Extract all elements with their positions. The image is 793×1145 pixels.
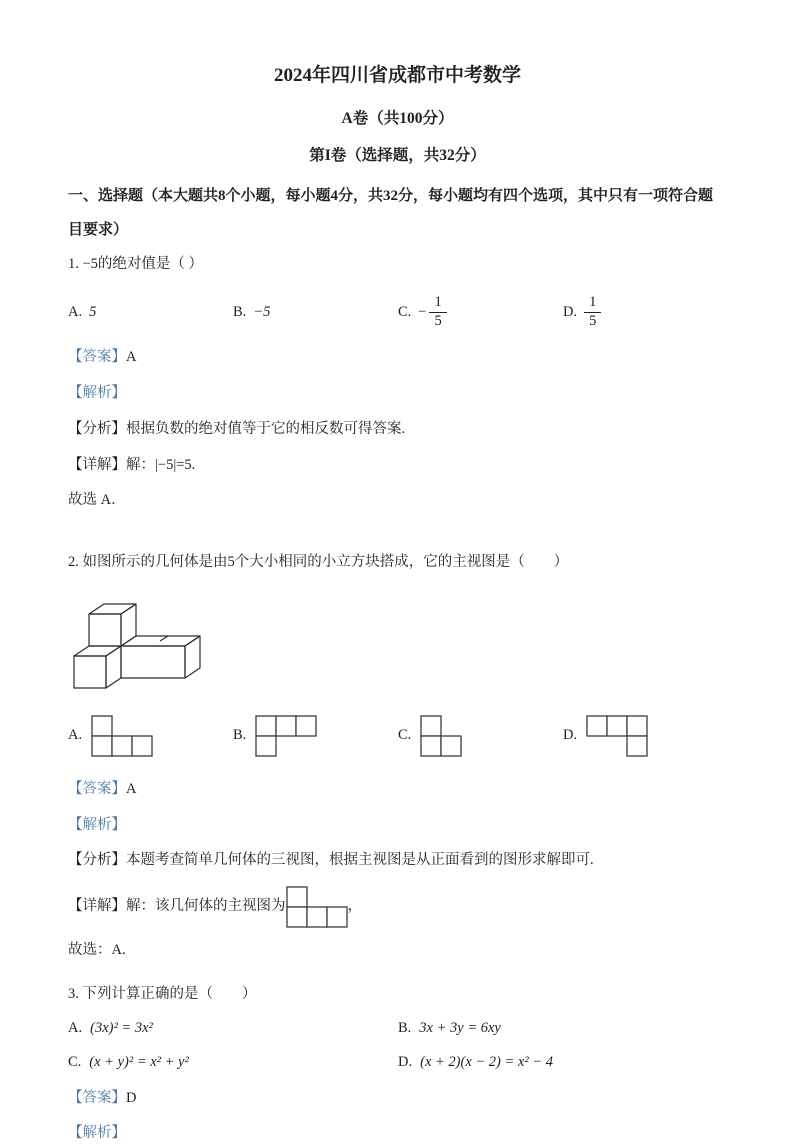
- q3-jiexi-line: [68, 1123, 727, 1145]
- q1-option-c-fraction: [418, 294, 446, 330]
- paper-a-heading: A卷（共100分）: [341, 110, 454, 127]
- q3-answer: D: [126, 1089, 137, 1106]
- q2-jiexi-line: [68, 815, 727, 837]
- q2-option-d: [563, 715, 648, 757]
- q2-xiangjie-suffix: ，: [347, 898, 362, 915]
- q1-fenxi-text: 根据负数的绝对值等于它的相反数可得答案.: [126, 420, 406, 437]
- fraction-stack: [429, 294, 446, 330]
- q1-option-d: [563, 294, 601, 330]
- q1-option-a-value: 5: [89, 303, 97, 320]
- fraction-sign: −: [418, 303, 427, 320]
- q1-answer: A: [126, 349, 137, 366]
- q1-options: [68, 289, 727, 335]
- q3-option-b-value: 3x + 3y = 6xy: [419, 1019, 501, 1036]
- q1-option-a: [68, 304, 233, 321]
- fenxi-label: 【分析】: [68, 420, 126, 437]
- q2-options: [68, 703, 727, 769]
- q3-option-c-label: C.: [68, 1053, 82, 1070]
- xiangjie-label: 【详解】: [68, 456, 126, 473]
- q3-answer-line: [68, 1088, 727, 1110]
- page-title: 2024年四川省成都市中考数学: [273, 65, 521, 86]
- q3-option-b-label: B.: [398, 1019, 412, 1036]
- q3-option-d: [398, 1054, 553, 1071]
- q3-option-d-label: D.: [398, 1053, 413, 1070]
- q2-fenxi-line: [68, 850, 727, 872]
- q1-fenxi-line: [68, 419, 727, 441]
- q2-solid-figure: [70, 588, 727, 699]
- q3-option-c: [68, 1054, 398, 1071]
- q2-option-a: [68, 715, 233, 757]
- q1-xiangjie-line: [68, 455, 727, 477]
- q1-option-a-label: A.: [68, 303, 83, 320]
- q1-option-c: [398, 294, 563, 330]
- q3-options-row1: [68, 1020, 727, 1037]
- q2-stem: 2. 如图所示的几何体是由5个大小相同的小立方块搭成，它的主视图是（ ）: [68, 554, 569, 570]
- q2-option-b-figure: [255, 715, 317, 757]
- q2-xiangjie-text: 解：该几何体的主视图为: [126, 898, 286, 915]
- q2-option-d-label: D.: [563, 727, 578, 744]
- q3-option-c-value: (x + y)² = x² + y²: [89, 1053, 189, 1070]
- q2-option-b-label: B.: [233, 727, 247, 744]
- q3-option-a-value: (3x)² = 3x²: [90, 1019, 153, 1036]
- spacer: [68, 526, 727, 552]
- jiexi-label: 【解析】: [68, 385, 126, 401]
- answer-label: 【答案】: [68, 780, 126, 797]
- q2-answer-line: [68, 779, 727, 801]
- q1-stem: 1. −5的绝对值是（ ）: [68, 255, 204, 272]
- q3-option-d-value: (x + 2)(x − 2) = x² − 4: [420, 1053, 553, 1070]
- q2-option-b: [233, 715, 398, 757]
- spacer: [68, 976, 727, 984]
- front-view-figure: [286, 886, 348, 928]
- q1-option-d-fraction: [584, 294, 601, 330]
- fraction-numerator: 1: [434, 294, 442, 311]
- part1-heading: 第I卷（选择题，共32分）: [309, 147, 486, 164]
- q1-conclusion: 故选 A．: [68, 492, 126, 509]
- q2-option-a-figure: [91, 715, 153, 757]
- q3-options-row2: [68, 1054, 727, 1071]
- q3-stem: 3. 下列计算正确的是（ ）: [68, 985, 257, 1002]
- fraction-denominator: 5: [584, 312, 601, 330]
- q2-xiangjie-line: [68, 886, 727, 928]
- fenxi-label: 【分析】: [68, 852, 126, 869]
- jiexi-label: 【解析】: [68, 816, 126, 833]
- q2-option-c-figure: [420, 715, 462, 757]
- q1-option-d-label: D.: [563, 303, 578, 320]
- q1-jiexi-line: [68, 383, 727, 405]
- q2-conclusion: 故选：A.: [68, 942, 126, 958]
- fraction-denominator: 5: [429, 312, 446, 330]
- q1-option-b-value: −5: [253, 303, 271, 320]
- q1-option-c-label: C.: [398, 303, 412, 320]
- q3-option-a: [68, 1020, 398, 1037]
- q2-option-c: [398, 715, 563, 757]
- q1-option-b: [233, 304, 398, 321]
- section-header: 一、选择题（本大题共8个小题，每小题4分，共32分，每小题均有四个选项，其中只有一项符合题目要求）: [68, 188, 714, 238]
- jiexi-label: 【解析】: [68, 1125, 126, 1142]
- q1-answer-line: [68, 347, 727, 369]
- q2-option-d-figure: [586, 715, 648, 757]
- q2-option-c-label: C.: [398, 727, 412, 744]
- q3-option-b: [398, 1020, 501, 1037]
- q2-answer: A: [126, 780, 137, 797]
- q2-option-a-label: A.: [68, 727, 83, 744]
- answer-label: 【答案】: [68, 1089, 126, 1106]
- q1-option-b-label: B.: [233, 303, 247, 320]
- q2-fenxi-text: 本题考查简单几何体的三视图，根据主视图是从正面看到的图形求解即可.: [126, 852, 594, 869]
- fraction-stack: [584, 294, 601, 330]
- answer-label: 【答案】: [68, 349, 126, 366]
- xiangjie-label: 【详解】: [68, 898, 126, 915]
- q1-xiangjie-text: 解：|−5|=5.: [126, 456, 196, 473]
- cubes-isometric-drawing: [70, 588, 210, 694]
- q3-option-a-label: A.: [68, 1019, 83, 1036]
- fraction-numerator: 1: [589, 294, 597, 311]
